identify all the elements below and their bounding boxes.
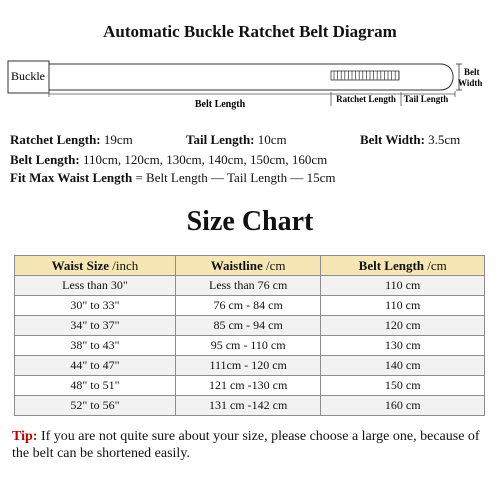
size-chart-title: Size Chart bbox=[186, 206, 314, 237]
belt-length-cell: 110 cm bbox=[321, 296, 485, 316]
diagram-title: Automatic Buckle Ratchet Belt Diagram bbox=[103, 22, 397, 41]
waist-size-cell: 48" to 51" bbox=[15, 376, 176, 396]
belt-length-cell: 160 cm bbox=[321, 396, 485, 416]
spec-ratchet-length: Ratchet Length: 19cm bbox=[10, 132, 133, 147]
tip-label: Tip: bbox=[12, 429, 38, 444]
belt-width-label-2: Width bbox=[458, 78, 483, 88]
spec-tail-length: Tail Length: 10cm bbox=[186, 132, 287, 147]
ratchet-length-label: Ratchet Length bbox=[336, 94, 396, 104]
buckle-label: Buckle bbox=[11, 69, 45, 83]
tip-note bbox=[12, 428, 490, 462]
belt-length-cell: 130 cm bbox=[321, 336, 485, 356]
spec-belt-length: Belt Length: 110cm, 120cm, 130cm, 140cm, 150cm, 160cm bbox=[10, 152, 328, 167]
size-chart-table bbox=[14, 255, 485, 416]
waistline-cell: 121 cm -130 cm bbox=[175, 376, 321, 396]
spec-fit-max-waist: Fit Max Waist Length = Belt Length — Tail Length — 15cm bbox=[10, 170, 336, 185]
waistline-cell: 111cm - 120 cm bbox=[175, 356, 321, 376]
waist-size-cell: Less than 30" bbox=[15, 276, 176, 296]
belt-length-label: Belt Length bbox=[194, 99, 246, 110]
tail-length-label: Tail Length bbox=[403, 94, 449, 104]
waistline-cell: 76 cm - 84 cm bbox=[175, 296, 321, 316]
waistline-cell: Less than 76 cm bbox=[175, 276, 321, 296]
table-row bbox=[15, 396, 485, 416]
table-row bbox=[15, 376, 485, 396]
table-row bbox=[15, 276, 485, 296]
waistline-cell: 131 cm -142 cm bbox=[175, 396, 321, 416]
waist-size-cell: 34" to 37" bbox=[15, 316, 176, 336]
size-chart-header-row bbox=[15, 256, 485, 276]
table-row bbox=[15, 316, 485, 336]
belt-length-cell: 150 cm bbox=[321, 376, 485, 396]
belt-width-label-1: Belt bbox=[464, 67, 480, 77]
belt-length-cell: 120 cm bbox=[321, 316, 485, 336]
belt-length-cell: 110 cm bbox=[321, 276, 485, 296]
table-row bbox=[15, 356, 485, 376]
waist-size-cell: 44" to 47" bbox=[15, 356, 176, 376]
spec-belt-width: Belt Width: 3.5cm bbox=[360, 132, 461, 147]
table-row bbox=[15, 336, 485, 356]
belt-length-cell: 140 cm bbox=[321, 356, 485, 376]
tip-text: If you are not quite sure about your size, please choose a large one, because of the belt can be shortened easily. bbox=[12, 429, 480, 461]
table-row bbox=[15, 296, 485, 316]
waistline-cell: 95 cm - 110 cm bbox=[175, 336, 321, 356]
belt-diagram bbox=[0, 58, 500, 118]
waist-size-cell: 52" to 56" bbox=[15, 396, 176, 416]
waist-size-cell: 38" to 43" bbox=[15, 336, 176, 356]
header-waistline: Waistline /cm bbox=[175, 256, 321, 276]
waistline-cell: 85 cm - 94 cm bbox=[175, 316, 321, 336]
header-belt-length: Belt Length /cm bbox=[321, 256, 485, 276]
header-waist-size: Waist Size /inch bbox=[15, 256, 176, 276]
waist-size-cell: 30" to 33" bbox=[15, 296, 176, 316]
